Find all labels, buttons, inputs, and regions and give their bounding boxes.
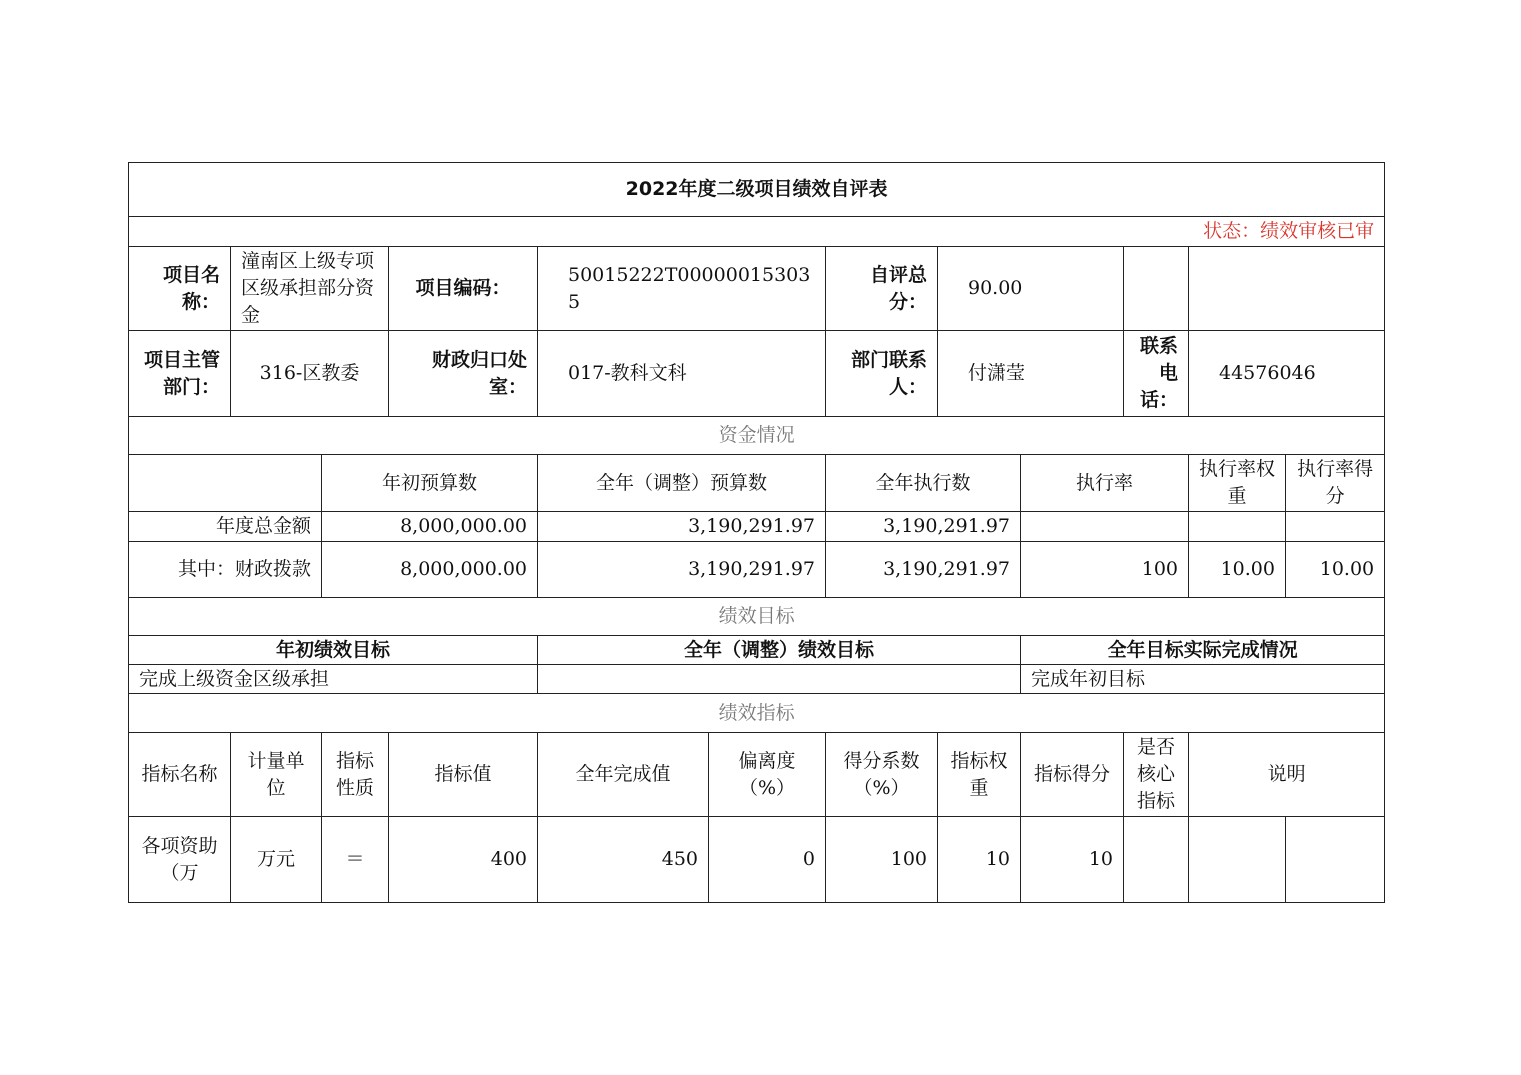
project-code-value: 50015222T000000153035 <box>538 247 826 331</box>
funds-row-label: 年度总金额 <box>129 512 322 542</box>
performance-self-evaluation-table <box>128 162 1385 903</box>
ind-target-value: 400 <box>389 817 538 903</box>
goals-section-title: 绩效目标 <box>129 598 1385 636</box>
goals-initial-value: 完成上级资金区级承担 <box>129 665 538 694</box>
self-score-value: 90.00 <box>938 247 1124 331</box>
funds-executed-value: 3,190,291.97 <box>826 512 1021 542</box>
finance-office-value: 017-教科文科 <box>538 331 826 417</box>
page-title: 2022年度二级项目绩效自评表 <box>129 163 1385 217</box>
ind-header-unit: 计量单位 <box>231 733 322 817</box>
ind-header-actual: 全年完成值 <box>538 733 709 817</box>
funds-initial-value: 8,000,000.00 <box>322 512 538 542</box>
funds-adjusted-value: 3,190,291.97 <box>538 542 826 598</box>
ind-header-deviation: 偏离度（%） <box>709 733 826 817</box>
funds-score-value <box>1286 512 1385 542</box>
funds-row-label: 其中：财政拨款 <box>129 542 322 598</box>
ind-header-target: 指标值 <box>389 733 538 817</box>
funds-header-rate: 执行率 <box>1021 455 1189 512</box>
goals-header-actual: 全年目标实际完成情况 <box>1021 636 1385 665</box>
status-badge: 状态：绩效审核已审 <box>129 217 1385 247</box>
ind-header-nature: 指标性质 <box>322 733 389 817</box>
funds-weight-value: 10.00 <box>1189 542 1286 598</box>
ind-header-core: 是否核心指标 <box>1124 733 1189 817</box>
empty-cell <box>1286 817 1385 903</box>
table-row <box>129 542 1385 598</box>
ind-coef-value: 100 <box>826 817 938 903</box>
ind-header-score: 指标得分 <box>1021 733 1124 817</box>
phone-label: 联系电话： <box>1124 331 1189 417</box>
ind-actual-value: 450 <box>538 817 709 903</box>
empty-cell <box>1189 247 1385 331</box>
ind-header-coef: 得分系数（%） <box>826 733 938 817</box>
project-code-label: 项目编码： <box>389 247 538 331</box>
indicators-section-title: 绩效指标 <box>129 694 1385 733</box>
project-name-label: 项目名称： <box>129 247 231 331</box>
funds-header-adjusted: 全年（调整）预算数 <box>538 455 826 512</box>
ind-header-name: 指标名称 <box>129 733 231 817</box>
funds-rate-value: 100 <box>1021 542 1189 598</box>
ind-weight-value: 10 <box>938 817 1021 903</box>
contact-label: 部门联系人： <box>826 331 938 417</box>
ind-unit-value: 万元 <box>231 817 322 903</box>
funds-initial-value: 8,000,000.00 <box>322 542 538 598</box>
ind-nature-value: ＝ <box>322 817 389 903</box>
table-row <box>129 512 1385 542</box>
dept-label: 项目主管部门： <box>129 331 231 417</box>
goals-actual-value: 完成年初目标 <box>1021 665 1385 694</box>
funds-header-initial: 年初预算数 <box>322 455 538 512</box>
ind-deviation-value: 0 <box>709 817 826 903</box>
ind-core-value <box>1124 817 1189 903</box>
ind-header-weight: 指标权重 <box>938 733 1021 817</box>
finance-office-label: 财政归口处室： <box>389 331 538 417</box>
goals-header-adjusted: 全年（调整）绩效目标 <box>538 636 1021 665</box>
ind-name-value: 各项资助（万 <box>129 817 231 903</box>
self-score-label: 自评总分： <box>826 247 938 331</box>
funds-header-score: 执行率得分 <box>1286 455 1385 512</box>
ind-note-value <box>1189 817 1286 903</box>
project-name-value: 潼南区上级专项区级承担部分资金 <box>231 247 389 331</box>
dept-value: 316-区教委 <box>231 331 389 417</box>
ind-score-value: 10 <box>1021 817 1124 903</box>
funds-header-executed: 全年执行数 <box>826 455 1021 512</box>
funds-weight-value <box>1189 512 1286 542</box>
funds-section-title: 资金情况 <box>129 417 1385 455</box>
funds-rate-value <box>1021 512 1189 542</box>
empty-cell <box>129 455 322 512</box>
goals-adjusted-value <box>538 665 1021 694</box>
ind-header-note: 说明 <box>1189 733 1385 817</box>
goals-header-initial: 年初绩效目标 <box>129 636 538 665</box>
empty-cell <box>1124 247 1189 331</box>
funds-executed-value: 3,190,291.97 <box>826 542 1021 598</box>
funds-adjusted-value: 3,190,291.97 <box>538 512 826 542</box>
contact-value: 付潇莹 <box>938 331 1124 417</box>
funds-header-weight: 执行率权重 <box>1189 455 1286 512</box>
table-row <box>129 817 1385 903</box>
funds-score-value: 10.00 <box>1286 542 1385 598</box>
phone-value: 44576046 <box>1189 331 1385 417</box>
